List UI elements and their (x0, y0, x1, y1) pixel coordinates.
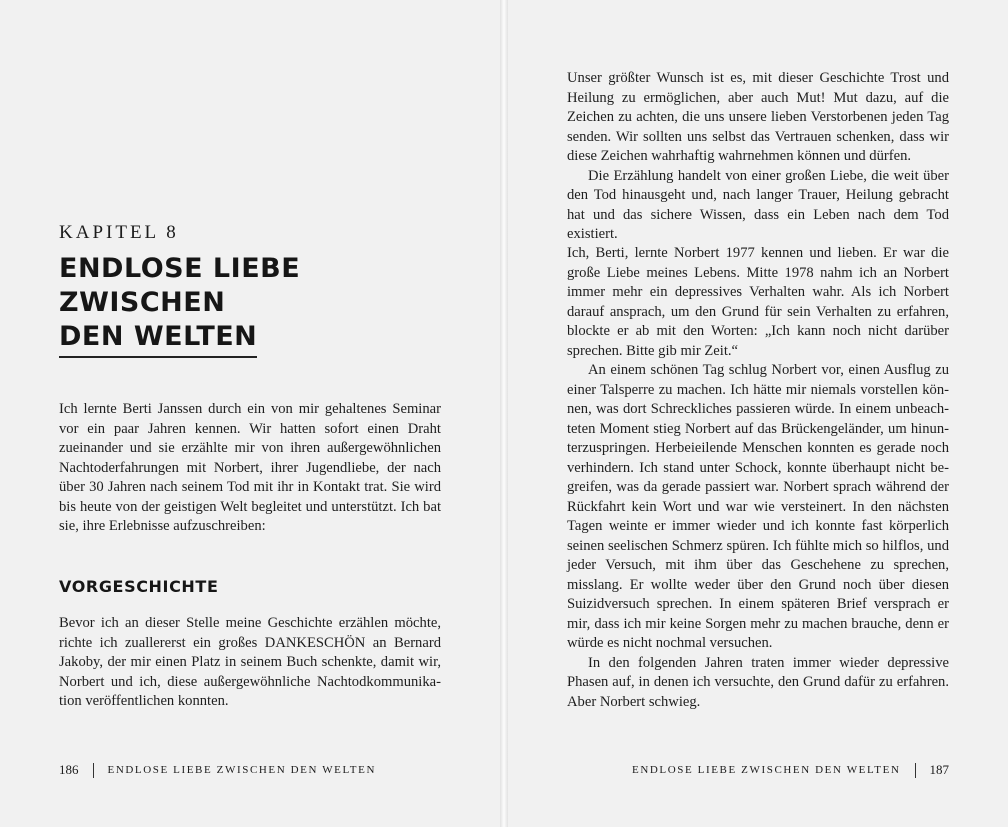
chapter-title (59, 252, 459, 358)
right-footer (632, 762, 949, 778)
paragraph-2: Die Erzählung handelt von einer großen Liebe, die weit über den Tod hinausgeht und, nach langer Trauer, Heilung gebracht hat und das sichere Wissen, dass ein Leben nach dem Tod existiert. (567, 167, 949, 242)
paragraph-5: In den folgenden Jahren traten immer wieder depressive Phasen auf, in denen ich versuchte, den Grund dafür zu erfahren. Aber Norbert schwieg. (567, 654, 949, 710)
section-heading: VORGESCHICHTE (59, 577, 219, 596)
chapter-title-line2: DEN WELTEN (59, 320, 257, 358)
page-number-right: 187 (929, 762, 949, 777)
page-number-left: 186 (59, 762, 79, 777)
left-footer (59, 762, 376, 778)
left-page (0, 0, 500, 827)
paragraph-3: Ich, Berti, lernte Norbert 1977 kennen und lieben. Er war die große Liebe meines Lebens. Mitte 1978 nahm ich an Norbert immer mehr ein depressives Verhalten wahr. Als ich Norbert darauf ansprach, um den Grund für sein Verhalten zu erfahren, blockte er ab mit den Worten: „Ich kann noch nicht darüber sprechen. Bitte gib mir Zeit.“ (567, 245, 949, 359)
section-block (59, 614, 441, 712)
section-paragraph: Bevor ich an dieser Stelle meine Geschichte erzählen möchte, richte ich zuallererst ein großes DANKESCHÖN an Bernard Jakoby, der mir einen Platz in seinem Buch schenkte, damit wir, Norbert und ich, diese außergewöhnliche Nachtodkommunikation veröffentlichen konnten. (59, 615, 441, 709)
right-main-block (567, 244, 949, 712)
running-title-right: ENDLOSE LIEBE ZWISCHEN DEN WELTEN (632, 764, 901, 776)
intro-block (59, 400, 441, 537)
right-top-block (567, 69, 949, 245)
footer-separator (93, 763, 94, 778)
chapter-label: KAPITEL 8 (59, 222, 179, 243)
right-page (508, 0, 1008, 827)
running-title-left: ENDLOSE LIEBE ZWISCHEN DEN WELTEN (107, 764, 376, 776)
intro-paragraph: Ich lernte Berti Janssen durch ein von mir gehaltenes Seminar vor ein paar Jahren kennen. Wir hatten sofort einen Draht zueinander und sie erzählte mir von ihren außergewöhnlichen Nachtoderfahrungen mit Norbert, ihrer Jugendliebe, der nach über 30 Jahren nach seinem Tod mit ihr in Kontakt trat. Sie wird bis heute von der geistigen Welt begleitet und unterstützt. Ich bat sie, ihre Erlebnisse aufzuschreiben: (59, 401, 441, 534)
paragraph-4: An einem schönen Tag schlug Norbert vor, einen Ausflug zu einer Talsperre zu machen. Ich hätte mir niemals vorstellen können, was dort Schreckliches passieren würde. In einem unbeachteten Moment stieg Norbert auf das Brückengeländer, um hinunterzuspringen. Herbeieilende Menschen konnten es gerade noch verhindern. Ich stand unter Schock, konnte überhaupt nicht begreifen, was da gerade passiert war. Norbert sprach während der Rückfahrt kein Wort und war wie versteinert. In den nächsten Tagen weinte er immer wieder und ich konnte fast körperlich seinen seelischen Schmerz spüren. Ich fühlte mich so hilflos, und jeder Versuch, mit ihm über das Geschehene zu sprechen, misslang. Er wollte weder über den Grund noch über diesen Suizidversuch sprechen. In einem späteren Brief versprach er mir, dass ich mir keine Sorgen mehr zu machen brauche, denn er würde es nicht nochmal versuchen. (567, 362, 949, 651)
paragraph-1: Unser größter Wunsch ist es, mit dieser Geschichte Trost und Heilung zu ermöglichen, aber auch Mut! Mut dazu, auf die Zeichen zu achten, die uns unsere lieben Verstorbenen jeden Tag senden. Wir sollten uns selbst das Vertrauen schenken, dass wir diese Zeichen wahrhaftig wahrnehmen können und dürfen. (567, 70, 949, 164)
footer-separator (915, 763, 916, 778)
chapter-title-line1: ENDLOSE LIEBE ZWISCHEN (59, 253, 301, 318)
book-gutter (500, 0, 508, 827)
